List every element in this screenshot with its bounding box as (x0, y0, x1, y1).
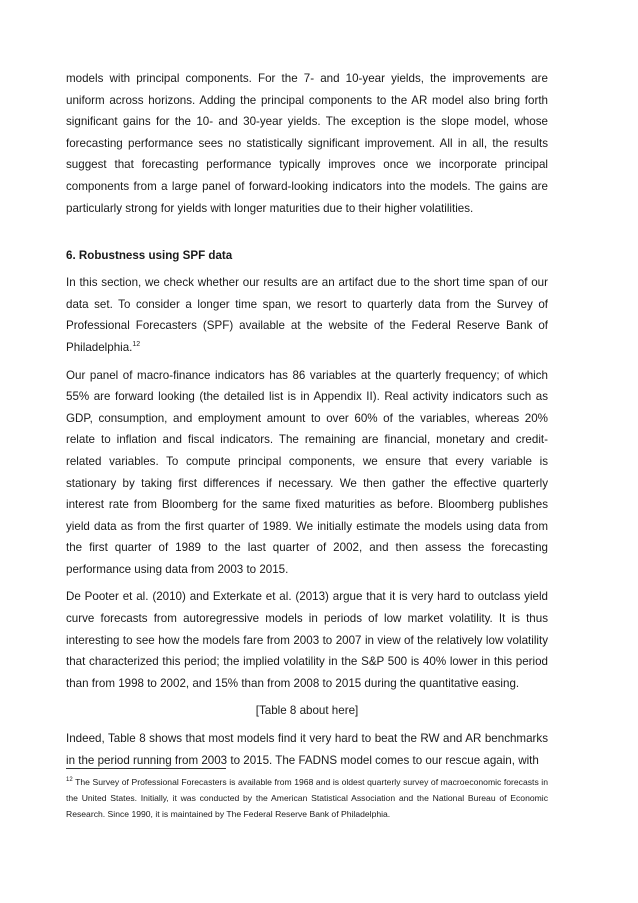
paragraph-low-volatility: De Pooter et al. (2010) and Exterkate et al. (2013) argue that it is very hard to outclass yield curve forecasts from autoregressive models in periods of low market volatility. It is thus interesting to see how the models fare from 2003 to 2007 in view of the relatively low volatility that characterized this period; the implied volatility in the S&P 500 is 40% lower in this period than from 1998 to 2002, and 15% than from 2008 to 2015 during the quantitative easing. (66, 590, 548, 690)
paragraph-macro-finance-panel: Our panel of macro-finance indicators has 86 variables at the quarterly frequency; of which 55% are forward looking (the detailed list is in Appendix II). Real activity indicators such as GDP, consumption, and employment amount to over 60% of the variables, whereas 20% relate to inflation and fiscal indicators. The remaining are financial, monetary and credit-related variables. To compute principal components, we ensure that every variable is stationary by taking first differences if necessary. We then gather the effective quarterly interest rate from Bloomberg for the same fixed maturities as before. Bloomberg publishes yield data as from the first quarter of 1989. We initially estimate the models using data from the first quarter of 1989 to the last quarter of 2002, and then assess the forecasting performance using data from 2003 to 2015. (66, 368, 548, 576)
paragraph-principal-components: models with principal components. For the 7- and 10-year yields, the improvements are uniform across horizons. Adding the principal components to the AR model also bring forth significant gains for the 10- and 30-year yields. The exception is the slope model, whose forecasting performance sees no statistically significant improvement. All in all, the results suggest that forecasting performance typically improves once we incorporate principal components from a large panel of forward-looking indicators into the models. The gains are particularly strong for yields with longer maturities due to their higher volatilities. (66, 72, 548, 215)
footnote-12 (66, 774, 548, 822)
table-placeholder: [Table 8 about here] (255, 704, 359, 718)
footnote-divider (66, 768, 226, 769)
section-heading-robustness: 6. Robustness using SPF data (66, 249, 233, 263)
page-body (66, 68, 548, 771)
footnote-text: The Survey of Professional Forecasters is available from 1968 and is oldest quarterly survey of macroeconomic forecasts in the United States. Initially, it was conducted by the American Statistical Association and the National Bureau of Economic Research. Since 1990, it is maintained by The Federal Reserve Bank of Philadelphia. (66, 777, 548, 819)
paragraph-table-8-results: Indeed, Table 8 shows that most models find it very hard to beat the RW and AR benchmarks in the period running from 2003 to 2015. The FADNS model comes to our rescue again, with (66, 732, 548, 767)
paragraph-spf-intro (66, 272, 548, 358)
footnote-number: 12 (66, 777, 73, 784)
footnote-reference[interactable]: 12 (132, 341, 141, 349)
paragraph-spf-intro-text: In this section, we check whether our results are an artifact due to the short time span of our data set. To consider a longer time span, we resort to quarterly data from the Survey of Professional Forecasters (SPF) available at the website of the Federal Reserve Bank of Philadelphia. (66, 276, 548, 354)
